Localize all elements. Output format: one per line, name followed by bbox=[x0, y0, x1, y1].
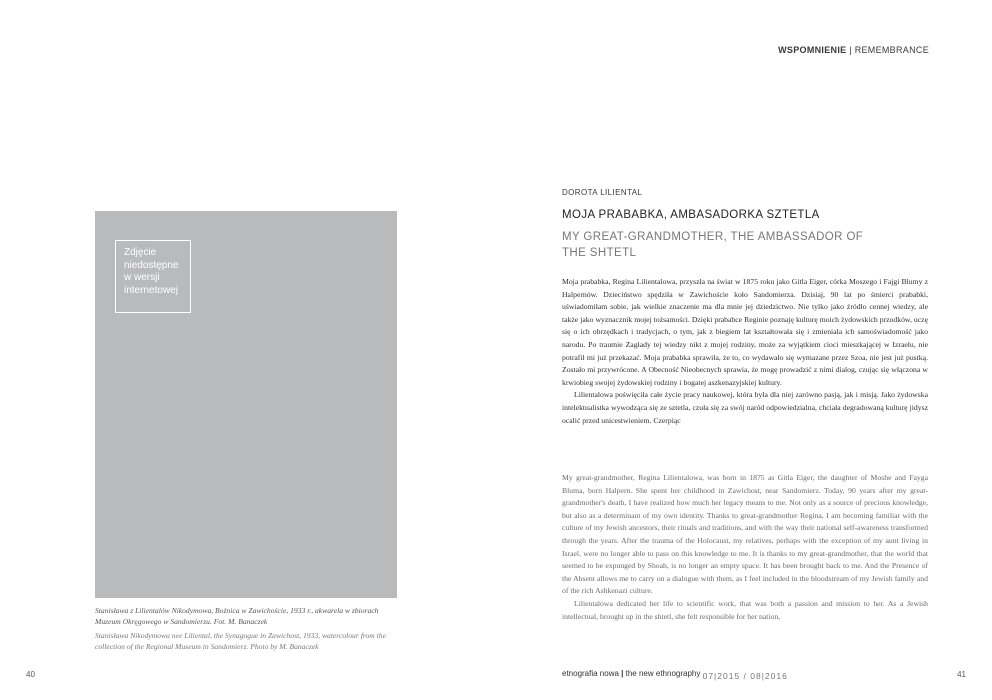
photo-caption-pl: Stanisława z Lilientalów Nikodymowa, Bożnica w Zawichoście, 1933 r., akwarela w zbiorach Muzeum Okręgowego w Sandomierzu. Fot. M. Banaczek bbox=[95, 606, 379, 626]
photo-placeholder-frame bbox=[115, 240, 191, 313]
issue-number: 07|2015 / 08|2016 bbox=[702, 671, 788, 681]
journal-name-en: the new ethnography bbox=[625, 669, 701, 678]
journal-name-pl: etnografia nowa bbox=[562, 669, 619, 678]
section-label bbox=[778, 45, 929, 55]
body-pl-paragraph-1: Moja prababka, Regina Lilientalowa, przyszła na świat w 1875 roku jako Gitla Eiger, córka Moszego i Fajgi Blumy z Halpernów. Dzieciństwo spędziła w Zawichoście koło Sandomierza. Dzisiaj, 90 lat po śmierci prababki, uświadomiłam sobie, jak wielkie znaczenie ma dla mnie jej dziedzictwo. Nie tylko jako źródło cennej wiedzy, ale także jako wyznacznik mojej tożsamości. Dzięki prababce Reginie poznaję kulturę moich żydowskich przodków, uczę się o ich obrzędkach i tradycjach, o tym, jak z biegiem lat kształtowała się i zmieniała ich samoświadomość jako narodu. Po traumie Zagłady tej wiedzy nikt z mojej rodziny, może za wyjątkiem cioci mieszkającej w Izraelu, nie potrafił mi już przekazać. Moja prababka sprawiła, że to, co wydawało się wymazane przez Szoa, nie jest już pustką. Zostało mi przywrócone. A Obecność Nieobecnych sprawia, że mogę prowadzić z nimi dialog, czując się włączona w krwiobieg swojej żydowskiej rodziny i bogatej aszkenazyjskiej kultury. bbox=[562, 277, 928, 387]
journal-footer bbox=[562, 668, 788, 681]
article-title-en: MY GREAT-GRANDMOTHER, THE AMBASSADOR OF THE SHTETL bbox=[562, 231, 864, 259]
footer-separator: | bbox=[618, 669, 626, 678]
section-label-en: REMEMBRANCE bbox=[854, 45, 929, 55]
body-pl-paragraph-2: Lilientalowa poświęciła całe życie pracy naukowej, która była dla niej zarówno pasją, jak i misją. Jako żydowska intelektualistka wywodząca się ze sztetla, czuła się za swój naród odpowiedzialna, chciała degradowaną kulturę jidysz ocalić przed unicestwieniem. Czerpiąc bbox=[562, 390, 928, 425]
article-title-pl: MOJA PRABABKA, AMBASADORKA SZTETLA bbox=[562, 209, 820, 221]
section-separator: | bbox=[846, 45, 855, 55]
page-number-right: 41 bbox=[957, 670, 966, 679]
article-body-en bbox=[562, 472, 928, 623]
section-label-pl: WSPOMNIENIE bbox=[778, 45, 847, 55]
article-body-pl bbox=[562, 276, 928, 427]
body-en-paragraph-2: Lilientalowa dedicated her life to scientific work, that was both a passion and mission to her. As a Jewish intellectual, brought up in the shtetl, she felt responsible for her nation, bbox=[562, 598, 928, 621]
placeholder-line-1: Zdjęcie bbox=[124, 247, 157, 258]
placeholder-line-3: w wersji bbox=[124, 272, 160, 283]
article-author: DOROTA LILIENTAL bbox=[562, 188, 643, 197]
photo-caption-en: Stanisława Nikodymowa nee Liliental, the Synagogue in Zawichost, 1933, watercolour from the collection of the Regional Museum in Sandomierz. Photo by M. Banaczek bbox=[95, 631, 386, 651]
page-number-left: 40 bbox=[26, 670, 35, 679]
photo-placeholder-text bbox=[124, 247, 179, 297]
body-en-paragraph-1: My great-grandmother, Regina Lilientalowa, was born in 1875 as Gitla Eiger, the daughter of Moshe and Fayga Bluma, born Halpern. She spent her childhood in Zawichost, near Sandomierz. Today, 90 years after my great-grandmother's death, I have realized how much her legacy means to me. Not only as a source of precious knowledge, but also as a determinant of my own identity. Thanks to great-grandmother Regina, I am becoming familiar with the culture of my Jewish ancestors, their rituals and traditions, and with the way their national self-awareness transformed through the years. After the trauma of the Holocaust, my relatives, perhaps with the exception of my aunt living in Israel, were no longer able to pass on this knowledge to me. It is thanks to my great-grandmother, that the world that seemed to be expunged by Shoah, is no longer an empty space. It has been brought back to me. And the Presence of the Absent allows me to carry on a dialogue with them, as I feel included in the bloodstream of my Jewish family and of the rich Ashkenazi culture. bbox=[562, 473, 928, 596]
placeholder-line-4: internetowej bbox=[124, 284, 178, 296]
photo-placeholder bbox=[95, 211, 397, 598]
placeholder-line-2: niedostępne bbox=[124, 259, 179, 271]
